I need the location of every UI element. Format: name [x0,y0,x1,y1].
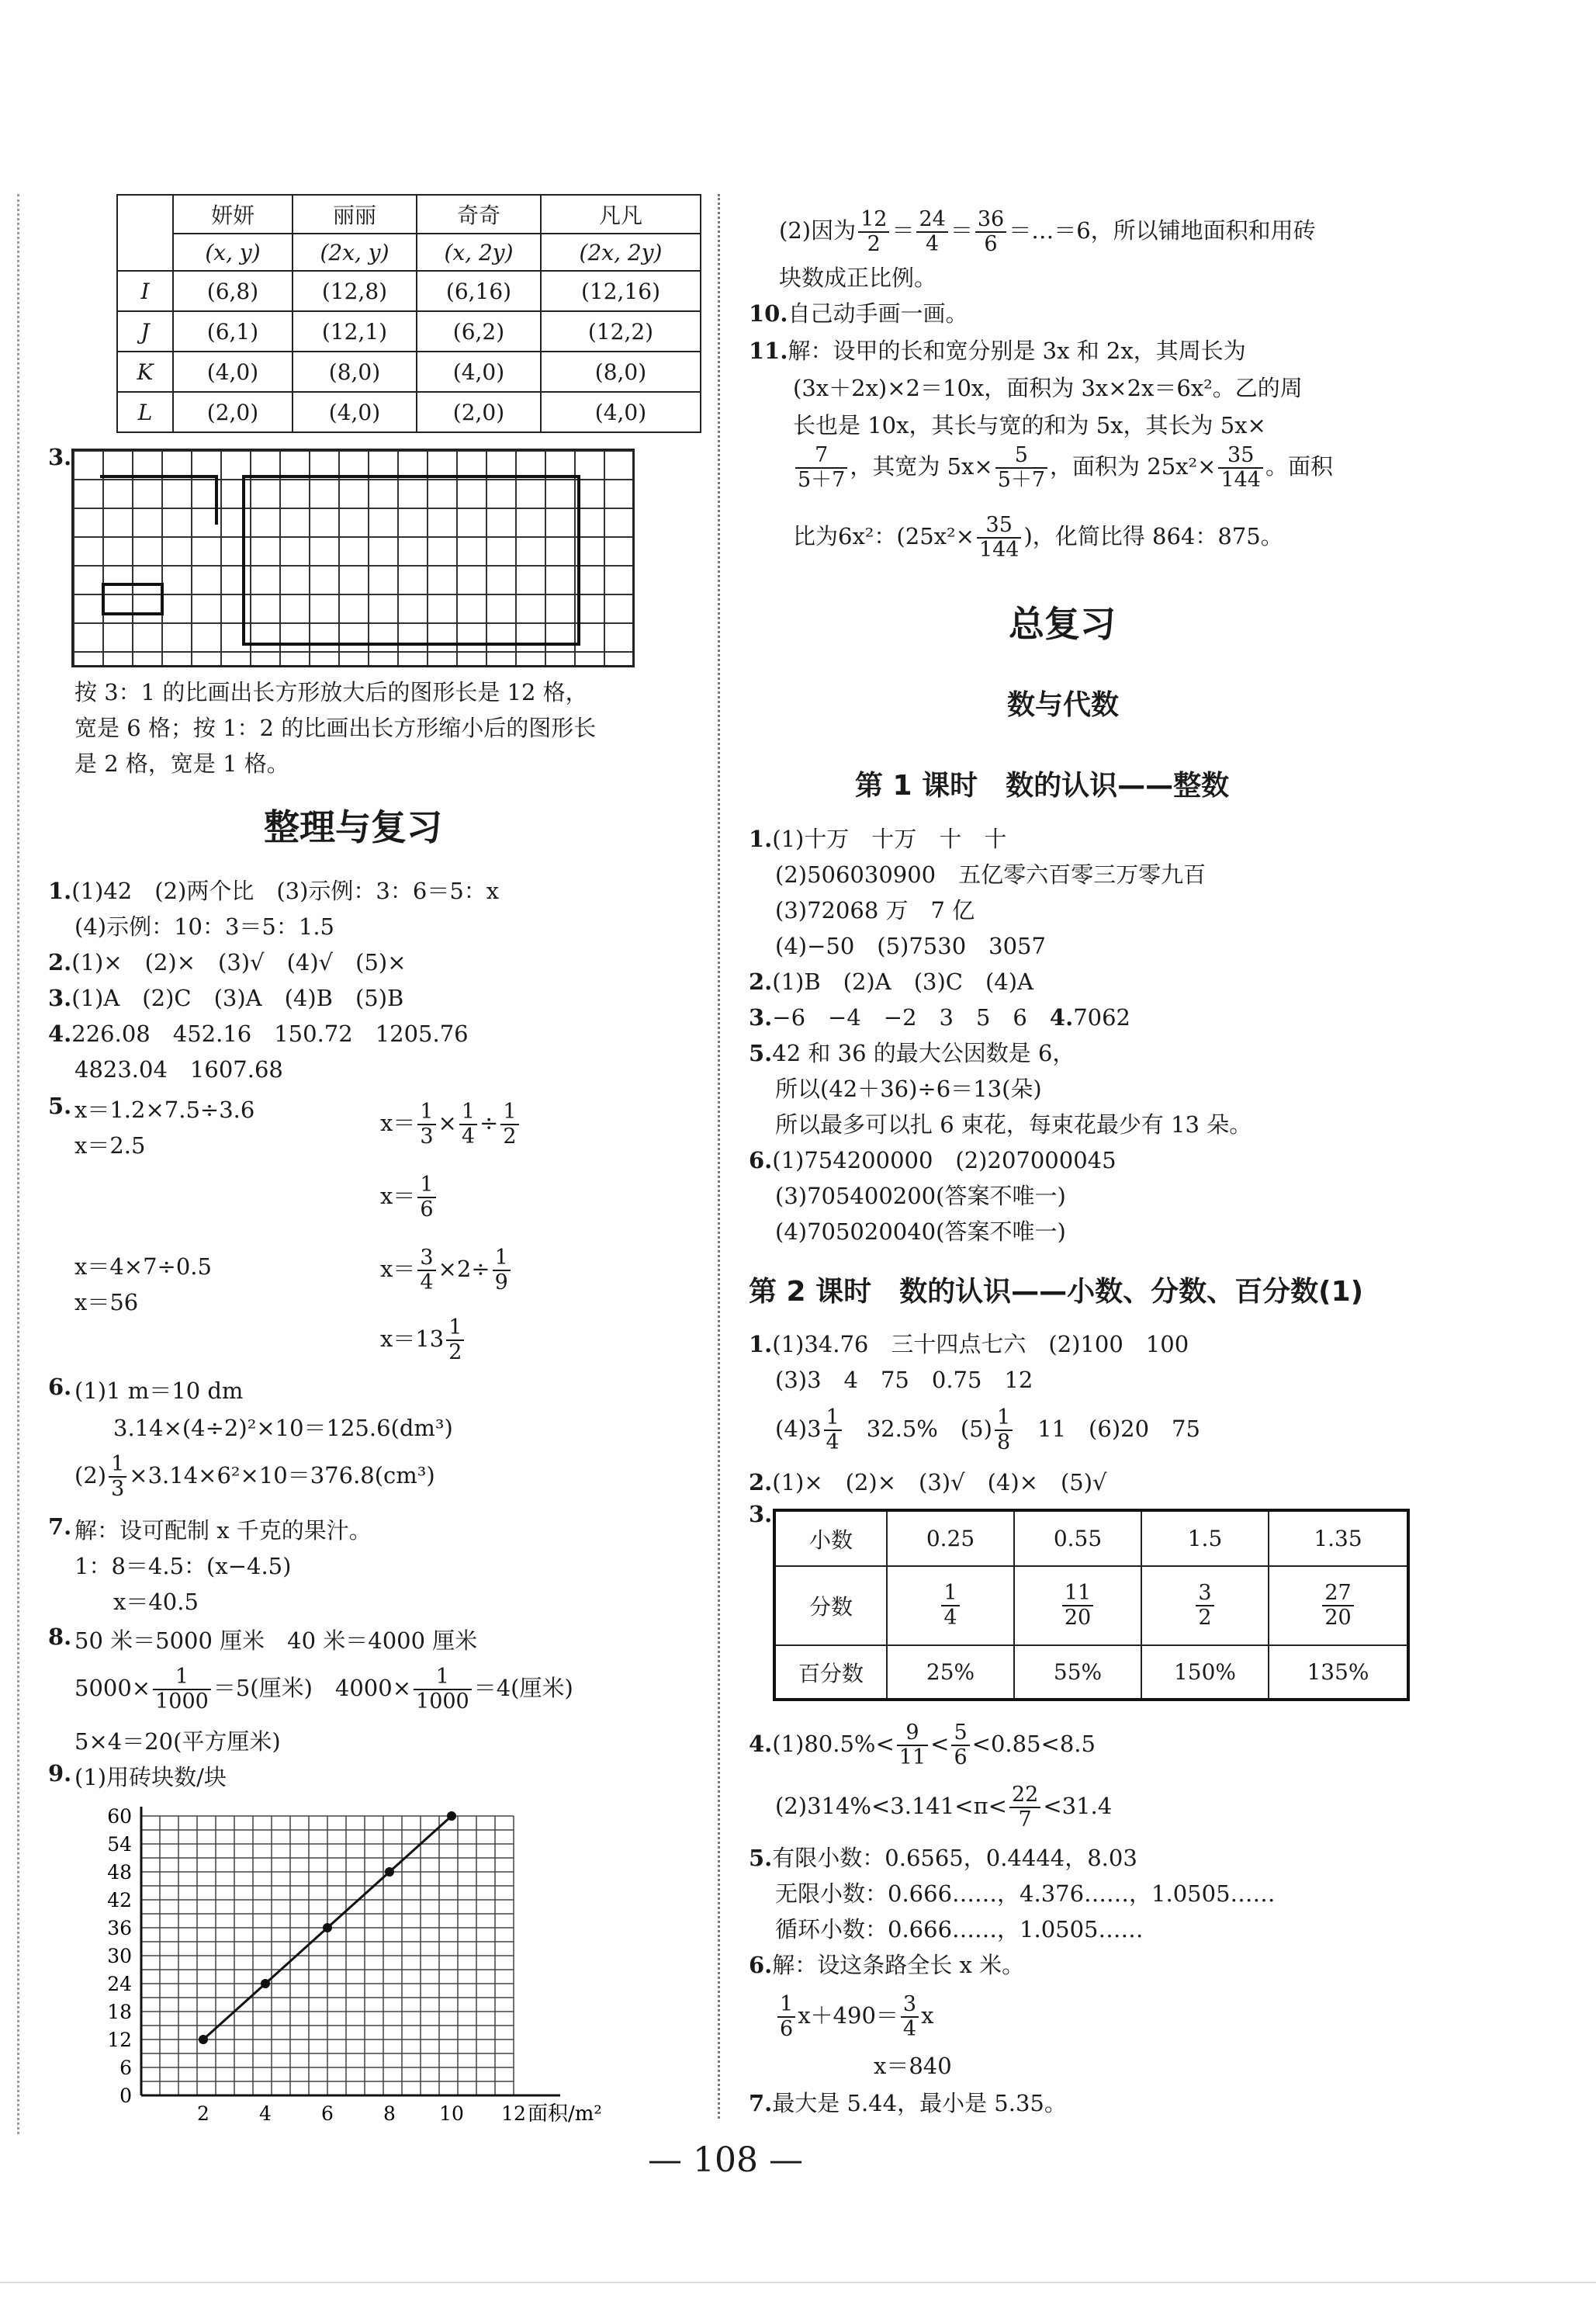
section-title: 整理与复习 [264,806,442,848]
y-tick-label: 48 [107,1861,132,1884]
answer-line: 7062 [1073,1004,1130,1031]
answer-line: 7.最大是 5.44，最小是 5.35。 [749,2090,1067,2116]
y-tick-label: 30 [107,1945,132,1967]
question-number: 5. [48,1093,72,1119]
question-number: 4. [1049,1004,1074,1031]
number-conversion-table [773,1509,1410,1701]
q3-answer-line: 按 3：1 的比画出长方形放大后的图形长是 12 格， [74,679,588,705]
answer-line: (2) $\frac{1}{3}$ ×3.14×6²×10＝376.8(cm³) [74,1452,435,1501]
question-number: 9. [48,1760,72,1787]
table-row: K (4,0) (8,0) (4,0) (8,0) [117,352,701,392]
answer-line: 5.有限小数：0.6565，0.4444，8.03 [749,1845,1137,1871]
y-tick-label: 12 [107,2029,132,2051]
answer-line: 2.(1)× (2)× (3)√ (4)× (5)√ [749,1469,1107,1495]
answer-line: 1.(1)34.76 三十四点七六 (2)100 100 [749,1331,1189,1357]
y-tick-label: 54 [107,1833,132,1856]
equation: x＝1.2×7.5÷3.6 [74,1097,255,1123]
question-number: 6. [48,1374,72,1400]
answer-line: 5×4＝20(平方厘米) [74,1728,281,1755]
answer-line: (2)314%<3.141<π< $\frac{22}{7}$ <31.4 [775,1783,1113,1832]
x-axis-label: 面积/m² [528,2102,602,2126]
answer-line: 1：8＝4.5：(x−4.5) [74,1553,292,1579]
column-divider [718,194,720,2119]
answer-line: (1)42 (2)两个比 (3)示例：3：6＝5：x [71,878,500,904]
question-number: 3. [48,444,72,470]
x-tick-label: 10 [439,2102,464,2125]
table-row: I (6,8) (12,8) (6,16) (12,16) [117,271,701,311]
table-header: 凡凡 [541,195,701,234]
y-tick-label: 36 [107,1917,132,1939]
unit-title: 数与代数 [1007,689,1120,721]
question-number: 3. [749,1004,773,1031]
answer-line: 5000× $\frac{1}{1000}$ ＝5(厘米) 4000× $\frac{1}{1000}$ ＝4(厘米) [74,1665,573,1714]
answer-line: 226.08 452.16 150.72 1205.76 [71,1021,469,1047]
question-number: 8. [48,1624,72,1650]
answer-line: 比为6x²：(25x²× $\frac{35}{144}$ )，化简比得 864：875。 [793,513,1283,562]
lesson-title: 第 2 课时 数的认识——小数、分数、百分数(1) [749,1276,1364,1308]
answer-line: 4.(1)80.5%< $\frac{9}{11}$ < $\frac{5}{6}$ <0.85<8.5 [749,1721,1096,1769]
answer-line: 11.解：设甲的长和宽分别是 3x 和 2x，其周长为 [749,338,1246,364]
y-tick-label: 18 [107,2001,132,2023]
answer-line: (3)705400200(答案不唯一) [775,1183,1066,1209]
equation: x＝840 [874,2053,952,2079]
answer-line: (1)× (2)× (3)√ (4)√ (5)× [71,949,407,976]
table-subheader: (2x, 2y) [541,234,701,271]
question-number: 6. [749,1147,773,1173]
bottom-divider [0,2282,1596,2283]
question-number: 1. [749,826,773,852]
answer-line: (1)754200000 (2)207000045 [772,1147,1117,1173]
table-subheader: (x, 2y) [417,234,541,271]
answer-line: (3)72068 万 7 亿 [775,897,975,924]
y-tick-label: 60 [107,1805,132,1828]
line-chart [78,1785,605,2126]
large-rectangle [242,475,580,646]
question-number: 7. [48,1513,72,1540]
equation: x＝56 [74,1289,139,1315]
table-row: L (2,0) (4,0) (2,0) (4,0) [117,392,701,432]
answer-line: (1)十万 十万 十 十 [772,826,1007,852]
data-point [447,1811,456,1821]
answer-line: 所以(42＋36)÷6＝13(朵) [775,1076,1042,1102]
answer-line: (4)示例：10：3＝5：1.5 [74,913,335,940]
table-header: 丽丽 [293,195,417,234]
small-rectangle [102,583,164,615]
lesson-title: 第 1 课时 数的认识——整数 [855,770,1230,802]
left-margin-dots [17,194,19,2134]
answer-line: $\frac{7}{5+7}$ ，其宽为 5x× $\frac{5}{5+7}$ ，面积为 25x²× $\frac{35}{144}$ 。面积 [793,444,1333,492]
table-corner [117,195,173,271]
table-header: 妍妍 [173,195,293,234]
question-number: 2. [48,949,72,976]
answer-line: (3x＋2x)×2＝10x，面积为 3x×2x＝6x²。乙的周 [793,375,1303,401]
answer-line: (4)705020040(答案不唯一) [775,1218,1066,1245]
question-number: 1. [48,878,72,904]
y-tick-label: 0 [119,2085,132,2107]
answer-line: (1)A (2)C (3)A (4)B (5)B [71,985,404,1011]
x-tick-label: 12 [501,2102,526,2125]
answer-line: 解：设可配制 x 千克的果汁。 [74,1517,372,1544]
x-tick-label: 4 [259,2102,272,2125]
table-row: 小数 0.25 0.55 1.5 1.35 [774,1510,1408,1566]
data-point [261,1979,270,1988]
x-tick-label: 6 [321,2102,334,2125]
answer-line: 无限小数：0.666……，4.376……，1.0505…… [775,1880,1276,1907]
medium-rectangle [100,475,218,525]
answer-line: x＝40.5 [113,1589,199,1615]
answer-line: (1)B (2)A (3)C (4)A [772,969,1033,995]
data-point [199,2035,208,2044]
answer-line: 6.解：设这条路全长 x 米。 [749,1952,1025,1978]
answer-line: 3.14×(4÷2)²×10＝125.6(dm³) [113,1415,453,1441]
answer-line: (2)506030900 五亿零六百零三万零九百 [775,861,1207,888]
y-tick-label: 6 [119,2057,132,2079]
answer-line: 4823.04 1607.68 [74,1056,283,1083]
data-point [385,1867,394,1877]
answer-line: 10.自己动手画一画。 [749,300,968,327]
table-subheader: (2x, y) [293,234,417,271]
x-tick-label: 8 [383,2102,396,2125]
question-number: 2. [749,969,773,995]
answer-line: (1)1 m＝10 dm [74,1378,244,1404]
answer-line: 所以最多可以扎 6 束花，每束花最少有 13 朵。 [775,1111,1252,1138]
answer-line: (4)3 $\frac{1}{4}$ 32.5% (5) $\frac{1}{8}$ 11 (6)20 75 [775,1405,1200,1454]
answer-line: (4)−50 (5)7530 3057 [775,933,1046,959]
question-number: 3. [48,985,72,1011]
question-number: 4. [48,1021,72,1047]
equation: x＝13 $\frac{1}{2}$ [380,1316,466,1364]
answer-line: 长也是 10x，其长与宽的和为 5x，其长为 5x× [793,412,1266,438]
table-row: 百分数 25% 55% 150% 135% [774,1645,1408,1700]
table-row: J (6,1) (12,1) (6,2) (12,2) [117,311,701,352]
chapter-title: 总复习 [1009,603,1116,645]
answer-line: (3)3 4 75 0.75 12 [775,1367,1033,1393]
equation: x＝ $\frac{1}{3}$ × $\frac{1}{4}$ ÷ $\frac{1}{2}$ [380,1100,521,1149]
q3-answer-line: 是 2 格，宽是 1 格。 [74,750,289,777]
question-number: 5. [749,1040,773,1066]
coordinate-table [116,194,701,433]
answer-line: 块数成正比例。 [779,265,937,291]
equation: x＝2.5 [74,1132,146,1159]
equation: x＝4×7÷0.5 [74,1253,212,1280]
question-number: 3. [749,1501,773,1527]
answer-line: 42 和 36 的最大公因数是 6， [772,1040,1075,1066]
data-point [323,1923,332,1932]
table-header: 奇奇 [417,195,541,234]
table-subheader: (x, y) [173,234,293,271]
chart-title: (1)用砖块数/块 [74,1764,227,1790]
equation: x＝ $\frac{3}{4}$ ×2÷ $\frac{1}{9}$ [380,1246,513,1294]
equation: x＝ $\frac{1}{6}$ [380,1173,438,1222]
table-row: 分数 $\frac{1}{4}$ $\frac{11}{20}$ $\frac{3}{2}$ $\frac{27}{20}$ [774,1566,1408,1645]
answer-line: −6 −4 −2 3 5 6 [772,1004,1027,1031]
page-number: — 108 — [648,2140,803,2180]
answer-line: 循环小数：0.666……，1.0505…… [775,1916,1144,1942]
answer-line: 50 米＝5000 厘米 40 米＝4000 厘米 [74,1627,478,1654]
y-tick-label: 24 [107,1973,132,1995]
q3-answer-line: 宽是 6 格；按 1：2 的比画出长方形缩小后的图形长 [74,715,597,741]
x-tick-label: 2 [197,2102,209,2125]
y-tick-label: 42 [107,1889,132,1911]
answer-line: (2)因为 $\frac{12}{2}$ ＝ $\frac{24}{4}$ ＝ $\frac{36}{6}$ ＝…＝6，所以铺地面积和用砖 [779,207,1316,256]
equation: $\frac{1}{6}$ x＋490＝ $\frac{3}{4}$ x [775,1993,933,2041]
